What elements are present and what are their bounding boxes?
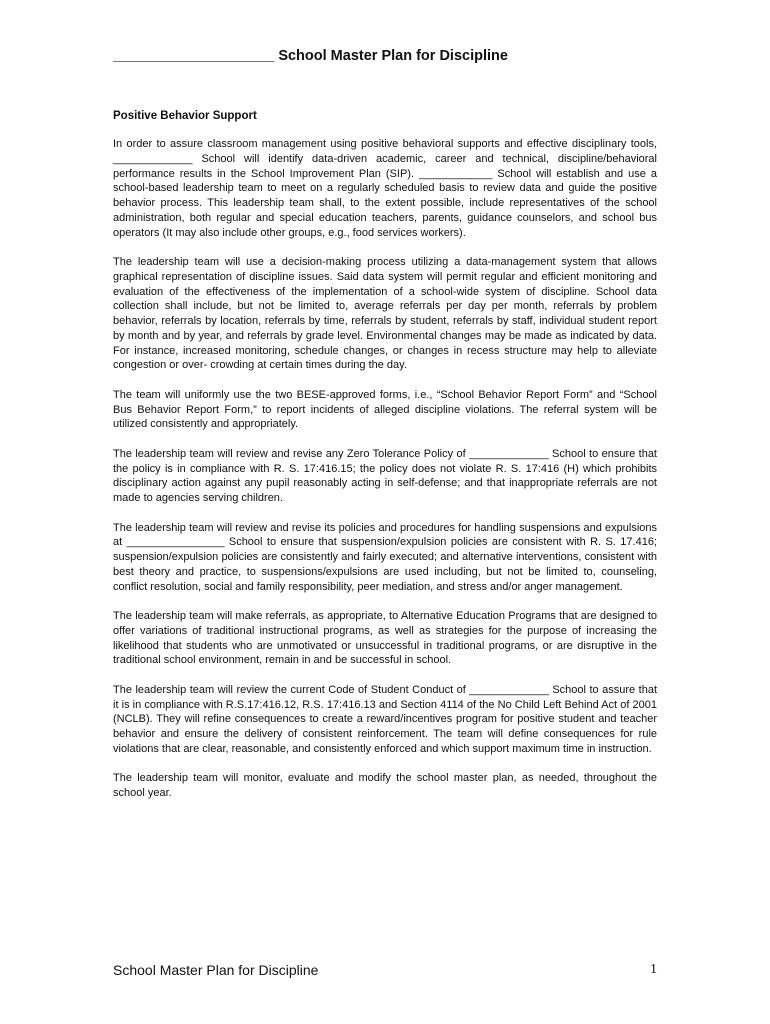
paragraph-2: The leadership team will use a decision-making process utilizing a data-management system that allows graphical representation of discipline issues. Said data system will permit regular and efficient monitoring and evaluation of the effectiveness of the implementation of a school-wide system of discipline. School data collection shall include, but not be limited to, average referrals per day per month, referrals by problem behavior, referrals by location, referrals by time, referrals by student, referrals by staff, individual student report by month and by year, and referrals by grade level. Environmental changes may be made as indicated by data. For instance, increased monitoring, schedule changes, or changes in recess structure may help to alleviate congestion or over- crowding at certain times during the day. — [113, 256, 657, 372]
section-heading: Positive Behavior Support — [113, 110, 257, 122]
paragraph-4: The leadership team will review and revise any Zero Tolerance Policy of _____________ School to ensure that the policy is in compliance with R. S. 17:416.15; the policy does not violate R. S. 17:416 (H) which prohibits disciplinary action against any pupil reasonably acting in self-defense; and that inappropriate referrals are not made to agencies serving children. — [113, 447, 657, 504]
paragraph-5: The leadership team will review and revise its policies and procedures for handling suspensions and expulsions at ________________ School to ensure that suspension/expulsion policies are consistent with R. S. 17.416; suspension/expulsion policies are consistently and fairly executed; and alternative interventions, consistent with best theory and practice, to suspensions/expulsions are used including, but not be limited to, counseling, conflict resolution, social and family responsibility, peer mediation, and stress and/or anger management. — [113, 521, 657, 593]
paragraph-1: In order to assure classroom management using positive behavioral supports and effective disciplinary tools, _____________ School will identify data-driven academic, career and technical, discipline/behavioral performance results in the School Improvement Plan (SIP). ____________ School will establish and use a school-based leadership team to meet on a regularly scheduled basis to review data and guide the positive behavior process. This leadership team shall, to the extent possible, include representatives of the school administration, both regular and special education teachers, parents, guidance counselors, and school bus operators (It may also include other groups, e.g., food services workers). — [113, 138, 657, 239]
paragraph-8: The leadership team will monitor, evaluate and modify the school master plan, as needed, throughout the school year. — [113, 772, 657, 799]
paragraph-3: The team will uniformly use the two BESE-approved forms, i.e., “School Behavior Report Form” and “School Bus Behavior Report Form,” to report incidents of alleged discipline violations. The referral system will be utilized consistently and appropriately. — [113, 388, 657, 431]
paragraph-7: The leadership team will review the current Code of Student Conduct of _____________ School to assure that it is in compliance with R.S.17:416.12, R.S. 17:416.13 and Section 4114 of the No Child Left Behind Act of 2001 (NCLB). They will refine consequences to create a reward/incentives program for positive student and teacher behavior and ensure the delivery of consistent reinforcement. The team will define consequences for rule violations that are clear, reasonable, and consistently enforced and which support maximum time in instruction. — [113, 683, 657, 755]
paragraph-6: The leadership team will make referrals, as appropriate, to Alternative Education Programs that are designed to offer variations of traditional instructional programs, as well as strategies for the purpose of increasing the likelihood that students who are unmotivated or unsuccessful in traditional programs, or are disruptive in the traditional school environment, remain in and be successful in school. — [113, 610, 657, 667]
document-title: ____________________ School Master Plan for Discipline — [113, 48, 508, 64]
document-body — [113, 137, 657, 816]
footer-title: School Master Plan for Discipline — [113, 962, 319, 978]
page-number: 1 — [650, 962, 657, 977]
